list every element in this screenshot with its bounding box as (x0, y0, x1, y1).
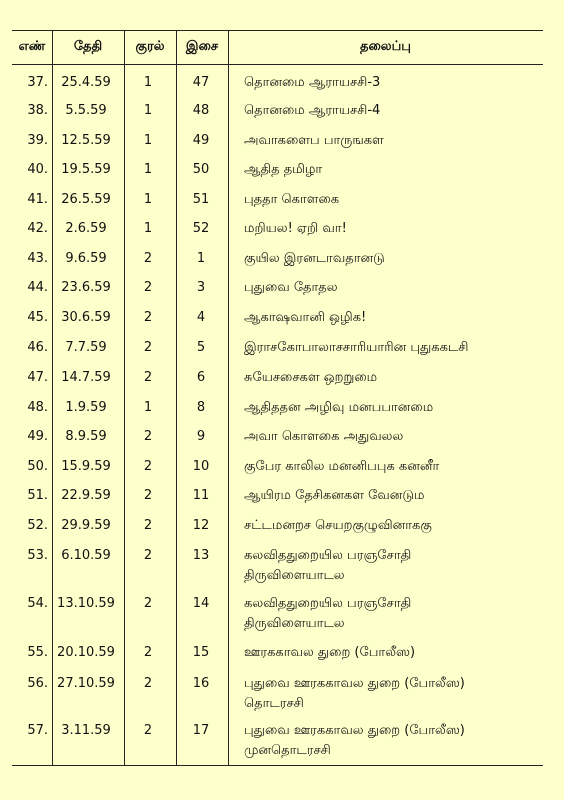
table-bottom-rule (12, 765, 543, 766)
row-title-line: புதுவை ஊரககாவல துறை (போலீஸ) (244, 676, 465, 691)
row-date: 13.10.59 (57, 596, 115, 611)
row-title-line: ஆதிததன அழிவு மனபபானமை (244, 400, 434, 415)
row-date: 8.9.59 (65, 429, 107, 444)
row-date: 30.6.59 (61, 310, 111, 325)
row-title (244, 73, 562, 93)
row-title (244, 457, 562, 477)
header-title: தலைப்பு (360, 39, 411, 54)
header-bottom-rule (12, 64, 543, 65)
row-title-line: கலவிததுறையில பரஞசோதி (244, 596, 412, 611)
row-title-line: ஊரககாவல துறை (போலீஸ) (244, 645, 416, 660)
row-number: 55. (27, 645, 48, 660)
row-title-line: முனதொடரசசி (244, 743, 331, 758)
row-date: 23.6.59 (61, 280, 111, 295)
row-title-line: புததா கொளகை (244, 192, 340, 207)
row-number: 44. (27, 280, 48, 295)
row-volume: 1 (143, 192, 153, 207)
row-date: 15.9.59 (61, 459, 111, 474)
row-number: 46. (27, 340, 48, 355)
row-volume: 1 (143, 221, 153, 236)
row-title-line: திருவிளையாடல (244, 616, 345, 631)
row-title-line: சுயேசசைகள ஒறறுமை (244, 370, 378, 385)
row-issue: 11 (192, 488, 210, 503)
row-date: 7.7.59 (65, 340, 107, 355)
row-number: 39. (27, 133, 48, 148)
row-number: 37. (27, 75, 48, 90)
row-issue: 8 (196, 400, 206, 415)
row-number: 54. (27, 596, 48, 611)
row-date: 14.7.59 (61, 370, 111, 385)
row-title-line: குபேர காலில மனனிபபுக கனனீா (244, 459, 440, 474)
row-issue: 13 (192, 548, 210, 563)
row-number: 52. (27, 518, 48, 533)
row-volume: 2 (143, 488, 153, 503)
row-number: 43. (27, 251, 48, 266)
row-number: 47. (27, 370, 48, 385)
row-issue: 16 (192, 676, 210, 691)
row-issue: 5 (196, 340, 206, 355)
row-title (244, 338, 562, 358)
row-title (244, 101, 562, 121)
row-issue: 51 (192, 192, 210, 207)
row-date: 3.11.59 (61, 723, 111, 738)
row-title-line: குயில இரனடாவதானடு (244, 251, 385, 266)
row-issue: 6 (196, 370, 206, 385)
row-title (244, 643, 562, 663)
row-title-line: சட்டமனறச செயறகுழுவினாககு (244, 518, 432, 533)
row-volume: 2 (143, 251, 153, 266)
row-number: 50. (27, 459, 48, 474)
row-date: 12.5.59 (61, 133, 111, 148)
row-volume: 2 (143, 518, 153, 533)
row-number: 57. (27, 723, 48, 738)
header-date: தேதி (73, 39, 103, 54)
row-issue: 14 (192, 596, 210, 611)
row-number: 53. (27, 548, 48, 563)
row-title (244, 516, 562, 536)
row-volume: 2 (143, 645, 153, 660)
row-title-line: அவாகளைப பாருஙகள (244, 133, 384, 148)
row-title (244, 190, 562, 210)
row-title-line: ஆயிரம தேசிகனகள வேனடும (244, 488, 425, 503)
row-number: 56. (27, 676, 48, 691)
row-issue: 3 (196, 280, 206, 295)
row-number: 45. (27, 310, 48, 325)
row-volume: 1 (143, 162, 153, 177)
row-number: 51. (27, 488, 48, 503)
row-title-line: தொடரசசி (244, 696, 304, 711)
row-title (244, 594, 562, 634)
row-number: 49. (27, 429, 48, 444)
row-date: 22.9.59 (61, 488, 111, 503)
row-title (244, 486, 562, 506)
row-number: 40. (27, 162, 48, 177)
row-number: 48. (27, 400, 48, 415)
row-volume: 2 (143, 548, 153, 563)
row-date: 29.9.59 (61, 518, 111, 533)
header-volume: குரல் (135, 39, 165, 54)
row-title-line: இராசகோபாலாசசாரியாரின புதுககடசி (244, 340, 469, 355)
table-header (0, 30, 564, 64)
row-number: 38. (27, 103, 48, 118)
row-issue: 47 (192, 75, 210, 90)
row-title (244, 249, 562, 269)
row-issue: 52 (192, 221, 210, 236)
row-title (244, 398, 562, 418)
row-title-line: அவா கொளகை அதுவலல (244, 429, 404, 444)
row-date: 26.5.59 (61, 192, 111, 207)
row-title (244, 308, 562, 328)
row-title (244, 278, 562, 298)
row-title-line: தொனமை ஆராயசசி-3 (244, 75, 381, 90)
row-volume: 2 (143, 280, 153, 295)
row-issue: 48 (192, 103, 210, 118)
row-issue: 50 (192, 162, 210, 177)
row-title (244, 721, 562, 761)
column-divider (228, 30, 229, 765)
row-volume: 2 (143, 596, 153, 611)
row-volume: 2 (143, 370, 153, 385)
row-title-line: ஆதித தமிழா (244, 162, 323, 177)
row-title (244, 368, 562, 388)
row-date: 5.5.59 (65, 103, 107, 118)
row-title-line: ஆகாஷவானி ஒழிக! (244, 310, 367, 325)
row-volume: 1 (143, 75, 153, 90)
row-date: 1.9.59 (65, 400, 107, 415)
row-title (244, 219, 562, 239)
header-issue: இசை (185, 39, 219, 54)
row-issue: 1 (196, 251, 206, 266)
row-issue: 12 (192, 518, 210, 533)
row-volume: 2 (143, 340, 153, 355)
row-volume: 1 (143, 133, 153, 148)
row-volume: 2 (143, 723, 153, 738)
row-date: 27.10.59 (57, 676, 115, 691)
header-number: எண் (18, 39, 46, 54)
row-title-line: மறியல! ஏறி வா! (244, 221, 347, 236)
row-issue: 10 (192, 459, 210, 474)
row-title-line: தொனமை ஆராயசசி-4 (244, 103, 381, 118)
row-date: 25.4.59 (61, 75, 111, 90)
row-issue: 4 (196, 310, 206, 325)
row-title (244, 131, 562, 151)
row-date: 9.6.59 (65, 251, 107, 266)
row-volume: 1 (143, 400, 153, 415)
row-date: 2.6.59 (65, 221, 107, 236)
row-title (244, 427, 562, 447)
row-title-line: திருவிளையாடல (244, 568, 345, 583)
row-title (244, 674, 562, 714)
row-title-line: கலவிததுறையில பரஞசோதி (244, 548, 412, 563)
row-issue: 9 (196, 429, 206, 444)
row-volume: 2 (143, 459, 153, 474)
row-volume: 2 (143, 310, 153, 325)
row-number: 41. (27, 192, 48, 207)
row-volume: 2 (143, 429, 153, 444)
row-title-line: புதுவை ஊரககாவல துறை (போலீஸ) (244, 723, 465, 738)
row-number: 42. (27, 221, 48, 236)
row-date: 20.10.59 (57, 645, 115, 660)
row-volume: 2 (143, 676, 153, 691)
row-title (244, 546, 562, 586)
row-date: 6.10.59 (61, 548, 111, 563)
row-date: 19.5.59 (61, 162, 111, 177)
row-title-line: புதுவை தோதல (244, 280, 338, 295)
row-title (244, 160, 562, 180)
row-issue: 15 (192, 645, 210, 660)
row-issue: 17 (192, 723, 210, 738)
row-issue: 49 (192, 133, 210, 148)
row-volume: 1 (143, 103, 153, 118)
